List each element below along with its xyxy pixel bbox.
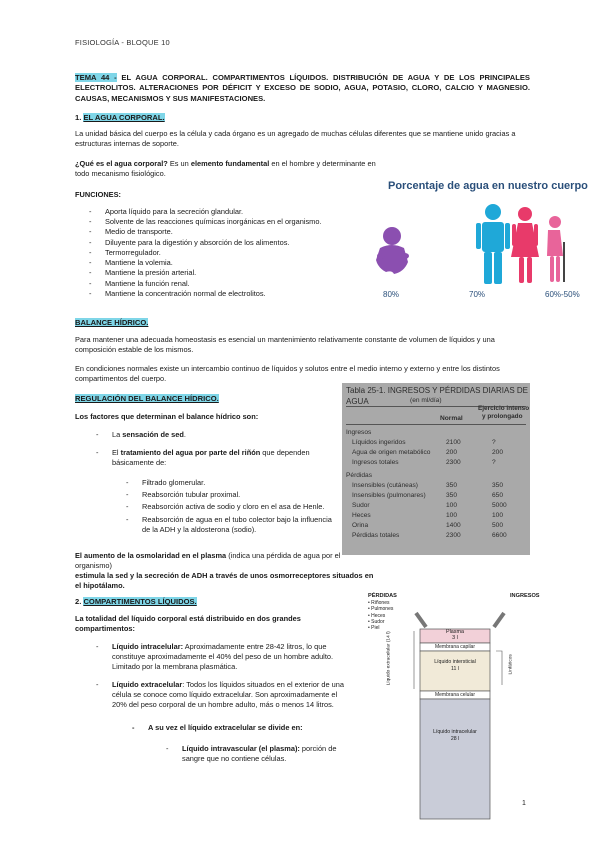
plasma-volume: 3 l [452,635,458,642]
extracellular-side-label: Líquido extracelular (14 l) [386,631,392,686]
perdidas-label: Pérdidas [346,472,373,479]
section-1-number: 1. [75,113,84,122]
list-item: - Mantiene la volemia. [75,258,375,268]
list-item: - Mantiene la concentración normal de electrolitos. [75,289,375,299]
list-item: - Medio de transporte. [75,227,375,237]
regulation-heading [75,394,219,404]
item-bold: sensación de sed [122,430,184,439]
list-item: - Filtrado glomerular. [112,478,334,488]
extracellular-sublist [118,723,338,733]
question-text-2: en el hombre y determinante en todo mecanismo fisiológico. [75,159,376,179]
list-item: - Solvente de las reacciones químicas inorgánicas en el organismo. [75,217,375,227]
list-item [82,680,350,711]
regulation-title: REGULACIÓN DEL BALANCE HÍDRICO. [75,394,219,403]
balance-paragraph-2: En condiciones normales existe un intercambio continuo de líquidos y solutos entre el medio interno y externo y entre los distintos compartimentos del cuerpo. [75,364,500,384]
baby-icon [376,227,409,274]
cell-ejercicio: ? [492,459,496,466]
table-row [342,481,530,490]
list-item: - Mantiene la función renal. [75,279,375,289]
title-tag: TEMA 44 - [75,73,117,82]
osmolarity-bold-2: estimula la sed y la secreción de ADH a través de unos osmorreceptores situados en el hipotálamo. [75,571,374,591]
list-item: - Mantiene la presión arterial. [75,268,375,278]
woman-icon [511,207,539,283]
question-text-1: Es un [167,159,191,168]
cell-label: Pérdidas totales [352,532,400,539]
col-normal: Normal [440,415,463,422]
compartments-diagram [368,593,538,823]
cell-ejercicio: 5000 [492,502,507,509]
loss-item: • Piel [368,625,380,631]
extra-bold: Líquido extracelular [112,679,183,689]
table-row [342,521,530,530]
lymphatics-label: Linfáticos [508,654,514,675]
list-item [82,642,350,673]
cell-label: Insensibles (pulmonares) [352,492,426,499]
intra-text: Aproximadamente entre 28-42 litros, lo que constituye aproximadamente el 40% del peso de un hombre adulto. Limitado por la membrana plasmática. [112,642,334,672]
loss-item: • Pulmones [368,606,394,613]
question-bold: ¿Qué es el agua corporal? [75,159,168,168]
item-text: El [112,448,121,458]
cell-normal: 2100 [446,439,461,446]
table-row [342,448,530,457]
table-row [342,501,530,510]
compartments-list [82,642,350,710]
intravascular-list [152,744,352,764]
osmolarity-paragraph [75,551,345,571]
page-header: FISIOLOGÍA - BLOQUE 10 [75,38,170,47]
osm-bold: El aumento de la osmolaridad en el plasma [75,551,227,560]
item-bold: tratamiento del agua por parte del riñón [120,448,261,458]
list-item: - Reabsorción activa de sodio y cloro en el asa de Henle. [112,502,334,512]
cell-ejercicio: 200 [492,449,504,456]
list-item [82,430,320,440]
list-item: - Reabsorción de agua en el tubo colector bajo la influencia de la ADH y la aldosterona (sodio). [112,515,334,535]
adult-percentage: 70% [469,290,486,299]
water-question [75,159,385,179]
page-number: 1 [522,800,526,807]
section-1-heading [75,113,530,123]
interstitial-label: Líquido intersticial [434,659,476,665]
balance-paragraph-1: Para mantener una adecuada homeostasis es esencial un mantenimiento relativamente constante de volumen de líquidos y una composición estable de los mismos. [75,335,495,355]
table-row [342,531,530,540]
cell-ejercicio: 100 [492,512,504,519]
elder-icon [547,216,565,282]
table-rule [346,424,526,425]
intracellular-volume: 28 l [450,735,460,742]
kidney-sublist [112,478,334,537]
body-water-figures [372,198,572,290]
table-unit: (en ml/día) [410,397,442,404]
regulation-list [82,430,320,469]
loss-item: • Sudor [368,618,385,625]
man-icon [476,204,510,284]
osm-text: (indica una pérdida de agua por el organismo) [75,551,341,571]
intravasc-text: porción de sangre que no contiene células. [182,744,337,764]
interstitial-volume: 11 l [451,665,459,672]
cell-label: Sudor [352,502,370,509]
cell-label: Agua de origen metabólico [352,449,431,456]
cell-label: Orina [352,522,369,529]
item-text: . [183,430,186,439]
col-exercise-b: y prolongado [482,413,523,420]
cell-normal: 100 [446,502,458,509]
list-item: - Aporta líquido para la secreción glandular. [75,207,375,217]
item-text: La [112,430,123,439]
cell-label: Insensibles (cutáneas) [352,482,418,489]
table-row [342,458,530,467]
balance-heading [75,318,530,328]
cell-normal: 2300 [446,459,461,466]
list-item: - Diluyente para la digestión y absorción de los alimentos. [75,238,375,248]
section-2-intro: La totalidad del líquido corporal está distribuido en dos grandes compartimentos: [75,614,301,634]
col-exercise-a: Ejercicio intenso [478,405,530,412]
plasma-box [420,629,490,642]
title-text: EL AGUA CORPORAL. COMPARTIMENTOS LÍQUIDOS. DISTRIBUCIÓN DE AGUA Y DE LOS PRINCIPALES ELECTROLITOS. ALTERACIONES POR DÉFICIT Y EXCESO DE SODIO, AGUA, POTASIO, CLORO, CALCIO Y MAGNESIO. CAUSAS, MECANISMOS Y SUS MANIFESTACIONES. [75,73,530,103]
cell-normal: 350 [446,492,458,499]
cell-normal: 2300 [446,532,461,539]
cell-ejercicio: 650 [492,492,504,499]
plasma-label: Plasma [446,629,464,635]
cell-normal: 1400 [446,522,461,529]
cell-ejercicio: ? [492,439,496,446]
list-item: - Termorregulador. [75,248,375,258]
intra-bold: Líquido intracelular: [112,642,184,651]
list-item [152,744,352,764]
cell-label: Líquidos ingeridos [352,439,406,446]
functions-list [75,207,375,299]
loss-item: • Heces [368,612,386,619]
section-1-title: EL AGUA CORPORAL. [83,113,165,122]
table-row [342,438,530,447]
cell-normal: 100 [446,512,458,519]
list-item: - A su vez el líquido extracelular se divide en: [118,723,338,733]
cell-ejercicio: 500 [492,522,504,529]
intracellular-box [420,729,490,742]
perdidas-label: PÉRDIDAS [368,593,397,599]
cell-normal: 200 [446,449,458,456]
balance-title: BALANCE HÍDRICO. [75,318,149,327]
document-title [75,73,530,104]
diagram-shapes [368,593,538,823]
baby-percentage: 80% [383,290,400,299]
question-bold-2: elemento fundamental [190,159,270,168]
list-item: - Reabsorción tubular proximal. [112,490,334,500]
cell-membrane: Membrana celular [434,692,476,698]
intravasc-bold: Líquido intravascular (el plasma): [182,744,300,753]
capillary-membrane: Membrana capilar [434,644,476,650]
interstitial-box [420,659,490,672]
elder-percentage: 60%-50% [545,290,580,299]
intracellular-label: Líquido intracelular [433,729,477,735]
water-balance-table [342,383,530,555]
list-item [82,448,320,468]
cell-normal: 350 [446,482,458,489]
table-row [342,511,530,520]
loss-item: • Riñones [368,600,390,606]
section-2-heading [75,597,197,607]
water-percentage-title: Porcentaje de agua en nuestro cuerpo [388,180,588,192]
section-2-title: COMPARTIMENTOS LÍQUIDOS. [83,597,197,606]
section-1-paragraph: La unidad básica del cuerpo es la célula y cada órgano es un agregado de muchas células diferentes que se mantiene unido gracias a estructuras internas de soporte. [75,129,516,149]
ingresos-label: INGRESOS [510,593,540,599]
extra-text: : Todos los líquidos situados en el exterior de una célula se conoce como líquido extracelular. Son aproximadamente el 20% del peso corporal de un hombre adulto, más o menos 14 litros. [112,679,344,710]
functions-label: FUNCIONES: [75,190,121,199]
cell-label: Heces [352,512,371,519]
table-row [342,491,530,500]
cell-ejercicio: 350 [492,482,504,489]
table-caption: Tabla 25-1. INGRESOS Y PÉRDIDAS DIARIAS DE AGUA [346,386,528,407]
cell-label: Ingresos totales [352,459,399,466]
cell-ejercicio: 6600 [492,532,507,539]
item-text: que dependen básicamente de: [112,448,310,468]
section-2-number: 2. [75,597,84,606]
regulation-factors: Los factores que determinan el balance hídrico son: [75,412,259,421]
ingresos-label: Ingresos [346,429,372,436]
